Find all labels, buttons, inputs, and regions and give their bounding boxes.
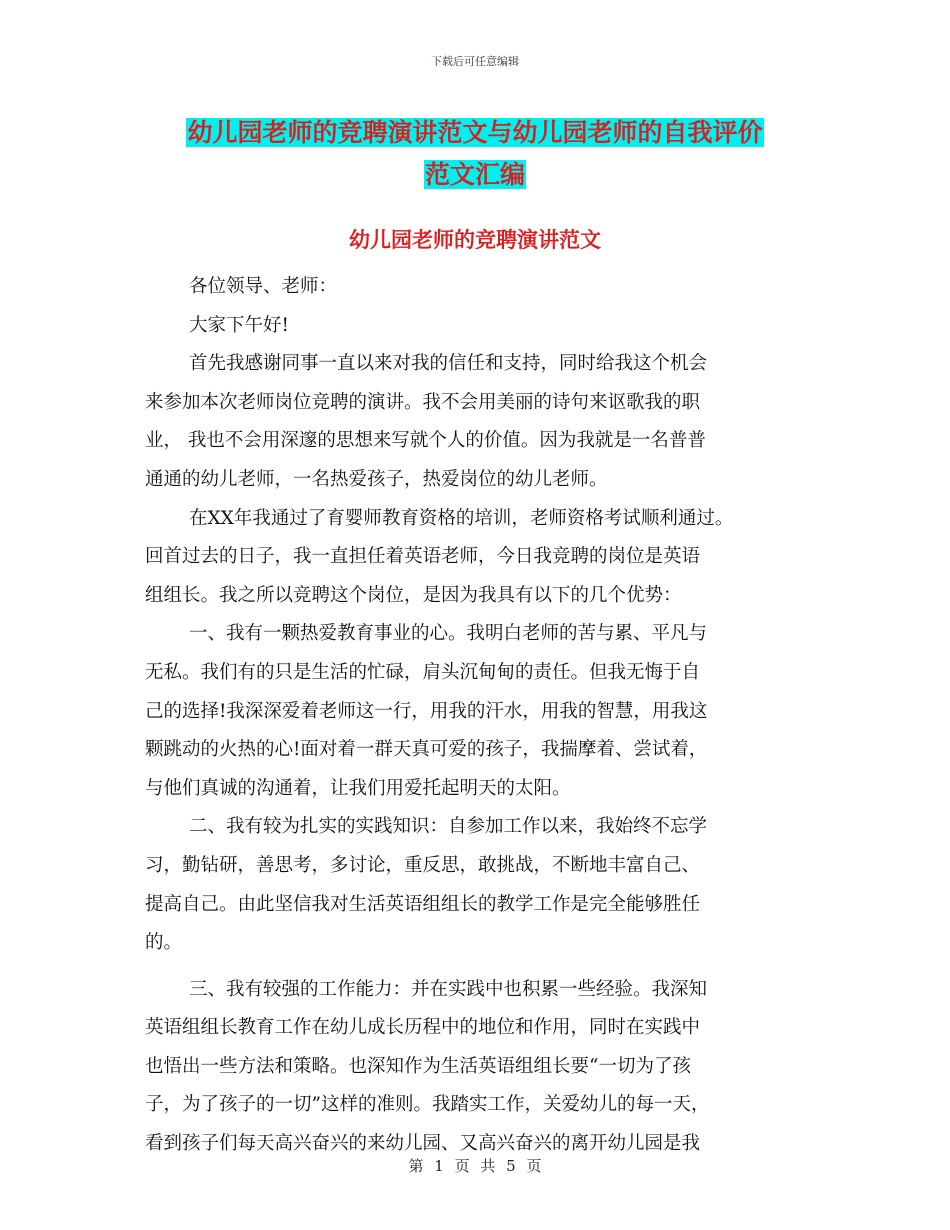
paragraph-line: 己的选择!我深深爱着老师这一行，用我的汗水，用我的智慧，用我这 — [145, 700, 708, 722]
paragraph-line: 习，勤钻研，善思考，多讨论，重反思，敢挑战，不断地丰富自己、 — [145, 854, 701, 876]
paragraph-line: 颗跳动的火热的心!面对着一群天真可爱的孩子，我揣摩着、尝试着， — [145, 739, 708, 761]
paragraph-line: 子，为了孩子的一切”这样的准则。我踏实工作，关爱幼儿的每一天， — [145, 1094, 710, 1116]
document-title-line-1: 幼儿园老师的竞聘演讲范文与幼儿园老师的自我评价 — [187, 118, 763, 147]
paragraph-line: 无私。我们有的只是生活的忙碌，肩头沉甸甸的责任。但我无悔于自 — [145, 661, 701, 683]
paragraph-line: 也悟出一些方法和策略。也深知作为生活英语组组长要“一切为了孩 — [145, 1055, 691, 1077]
paragraph-line: 看到孩子们每天高兴奋兴的来幼儿园、又高兴奋兴的离开幼儿园是我 — [145, 1133, 701, 1155]
paragraph-line: 英语组组长教育工作在幼儿成长历程中的地位和作用，同时在实践中 — [145, 1017, 701, 1039]
paragraph-line: 各位领导、老师： — [189, 276, 338, 297]
paragraph-line: 的。 — [145, 932, 183, 954]
section-title: 幼儿园老师的竞聘演讲范文 — [349, 227, 601, 252]
paragraph-line: 提高自己。由此坚信我对生活英语组组长的教学工作是完全能够胜任 — [145, 893, 701, 915]
paragraph-line: 二、我有较为扎实的实践知识：自参加工作以来，我始终不忘学 — [189, 816, 708, 838]
paragraph-line: 在XX年我通过了育婴师教育资格的培训，老师资格考试顺利通过。 — [189, 507, 734, 529]
paragraph-line: 首先我感谢同事一直以来对我的信任和支持，同时给我这个机会 — [189, 353, 708, 375]
paragraph-line: 三、我有较强的工作能力：并在实践中也积累一些经验。我深知 — [189, 978, 708, 1000]
paragraph-line: 来参加本次老师岗位竞聘的演讲。我不会用美丽的诗句来讴歌我的职 — [145, 391, 701, 413]
speech-body — [145, 268, 835, 1164]
paragraph-line: 回首过去的日子，我一直担任着英语老师，今日我竞聘的岗位是英语 — [145, 546, 701, 568]
header-note: 下载后可任意编辑 — [431, 55, 519, 68]
paragraph-line: 业， 我也不会用深邃的思想来写就个人的价值。因为我就是一名普普 — [145, 430, 706, 452]
paragraph-gap — [145, 963, 835, 971]
page-footer: 第 1 页 共 5 页 — [408, 1157, 542, 1175]
paragraph-line: 与他们真诚的沟通着，让我们用爱托起明天的太阳。 — [145, 777, 571, 799]
paragraph-line: 组组长。我之所以竞聘这个岗位，是因为我具有以下的几个优势： — [145, 584, 682, 606]
paragraph-line: 一、我有一颗热爱教育事业的心。我明白老师的苦与累、平凡与 — [189, 623, 708, 645]
document-title-line-2: 范文汇编 — [424, 160, 525, 189]
paragraph-line: 通通的幼儿老师，一名热爱孩子，热爱岗位的幼儿老师。 — [145, 468, 608, 490]
paragraph-line: 大家下午好! — [189, 314, 289, 336]
